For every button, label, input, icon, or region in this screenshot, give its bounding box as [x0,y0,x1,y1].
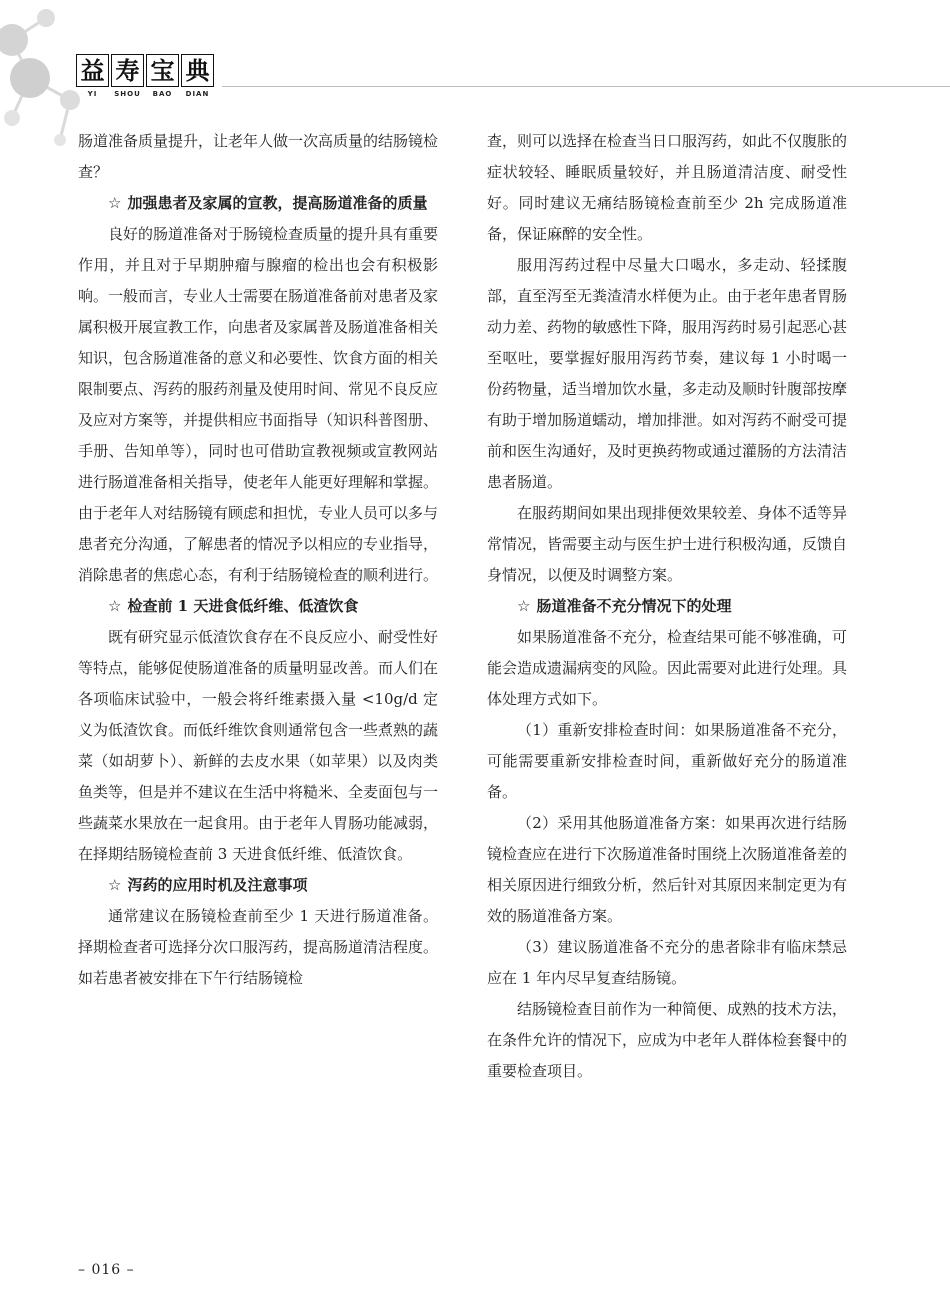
title-char: 益 [76,54,109,87]
section-heading [78,591,438,622]
title-char: 寿 [111,54,144,87]
paragraph: 结肠镜检查目前作为一种简便、成熟的技术方法，在条件允许的情况下，应成为中老年人群体检套餐中的重要检查项目。 [487,1000,848,1080]
paragraph: 通常建议在肠镜检查前至少 1 天进行肠道准备。择期检查者可选择分次口服泻药，提高肠道清洁程度。如若患者被安排在下午行结肠镜检 [78,907,439,987]
star-icon: ☆ [108,876,122,894]
paragraph: （1）重新安排检查时间：如果肠道准备不充分，可能需要重新安排检查时间，重新做好充分的肠道准备。 [487,721,847,801]
section-heading-text: 加强患者及家属的宣教，提高肠道准备的质量 [127,194,428,212]
paragraph: （2）采用其他肠道准备方案：如果再次进行结肠镜检查应在进行下次肠道准备时围绕上次肠道准备差的相关原因进行细致分析，然后针对其原因来制定更为有效的肠道准备方案。 [487,814,848,925]
title-char: 宝 [146,54,179,87]
right-column [487,126,847,1087]
header-rule [222,86,950,87]
section-heading [78,188,438,219]
masthead-pinyin [76,90,214,98]
section-heading [487,591,847,622]
pinyin-label: DIAN [185,90,210,98]
pinyin-label: BAO [152,90,173,98]
page-number: – 016 – [78,1262,135,1278]
paragraph: 良好的肠道准备对于肠镜检查质量的提升具有重要作用，并且对于早期肿瘤与腺瘤的检出也会有积极影响。一般而言，专业人士需要在肠道准备前对患者及家属积极开展宣教工作，向患者及家属普及肠道准备相关知识，包含肠道准备的意义和必要性、饮食方面的相关限制要点、泻药的服药剂量及使用时间、常见不良反应及应对方案等，并提供相应书面指导（知识科普图册、手册、告知单等），同时也可借助宣教视频或宣教网站进行肠道准备相关指导，使老年人能更好理解和掌握。由于老年人对结肠镜有顾虑和担忧，专业人员可以多与患者充分沟通，了解患者的情况予以相应的专业指导，消除患者的焦虑心态，有利于结肠镜检查的顺利进行。 [78,225,439,584]
star-icon: ☆ [108,194,122,212]
paragraph: 既有研究显示低渣饮食存在不良反应小、耐受性好等特点，能够促使肠道准备的质量明显改善。而人们在各项临床试验中，一般会将纤维素摄入量 <10g/d 定义为低渣饮食。而低纤维饮食则通常包含一些煮熟的蔬菜（如胡萝卜）、新鲜的去皮水果（如苹果）以及肉类鱼类等，但是并不建议在生活中将糙米、全麦面包与一些蔬菜水果放在一起食用。由于老年人胃肠功能减弱，在择期结肠镜检查前 3 天进食低纤维、低渣饮食。 [78,628,439,863]
section-heading [78,870,438,901]
section-heading-text: 肠道准备不充分情况下的处理 [536,597,732,615]
paragraph: 如果肠道准备不充分，检查结果可能不够准确，可能会造成遗漏病变的风险。因此需要对此进行处理。具体处理方式如下。 [487,628,848,708]
star-icon: ☆ [517,597,531,615]
paragraph: （3）建议肠道准备不充分的患者除非有临床禁忌应在 1 年内尽早复查结肠镜。 [487,938,847,987]
pinyin-label: SHOU [114,90,141,98]
paragraph: 肠道准备质量提升，让老年人做一次高质量的结肠镜检查？ [78,132,439,181]
title-char: 典 [181,54,214,87]
left-column [78,126,438,994]
pinyin-label: YI [87,90,98,98]
section-heading-text: 检查前 1 天进食低纤维、低渣饮食 [127,597,359,615]
paragraph: 服用泻药过程中尽量大口喝水，多走动、轻揉腹部，直至泻至无粪渣清水样便为止。由于老年患者胃肠动力差、药物的敏感性下降，服用泻药时易引起恶心甚至呕吐，要掌握好服用泻药节奏，建议每 1 小时喝一份药物量，适当增加饮水量，多走动及顺时针腹部按摩有助于增加肠道蠕动，增加排泄。如对泻药不耐受可提前和医生沟通好，及时更换药物或通过灌肠的方法清洁患者肠道。 [487,256,848,491]
paragraph: 查，则可以选择在检查当日口服泻药，如此不仅腹胀的症状较轻、睡眠质量较好，并且肠道清洁度、耐受性好。同时建议无痛结肠镜检查前至少 2h 完成肠道准备，保证麻醉的安全性。 [487,132,848,243]
paragraph: 在服药期间如果出现排便效果较差、身体不适等异常情况，皆需要主动与医生护士进行积极沟通，反馈自身情况，以便及时调整方案。 [487,504,848,584]
masthead [76,54,214,98]
section-heading-text: 泻药的应用时机及注意事项 [127,876,308,894]
star-icon: ☆ [108,597,122,615]
masthead-title [76,54,214,87]
